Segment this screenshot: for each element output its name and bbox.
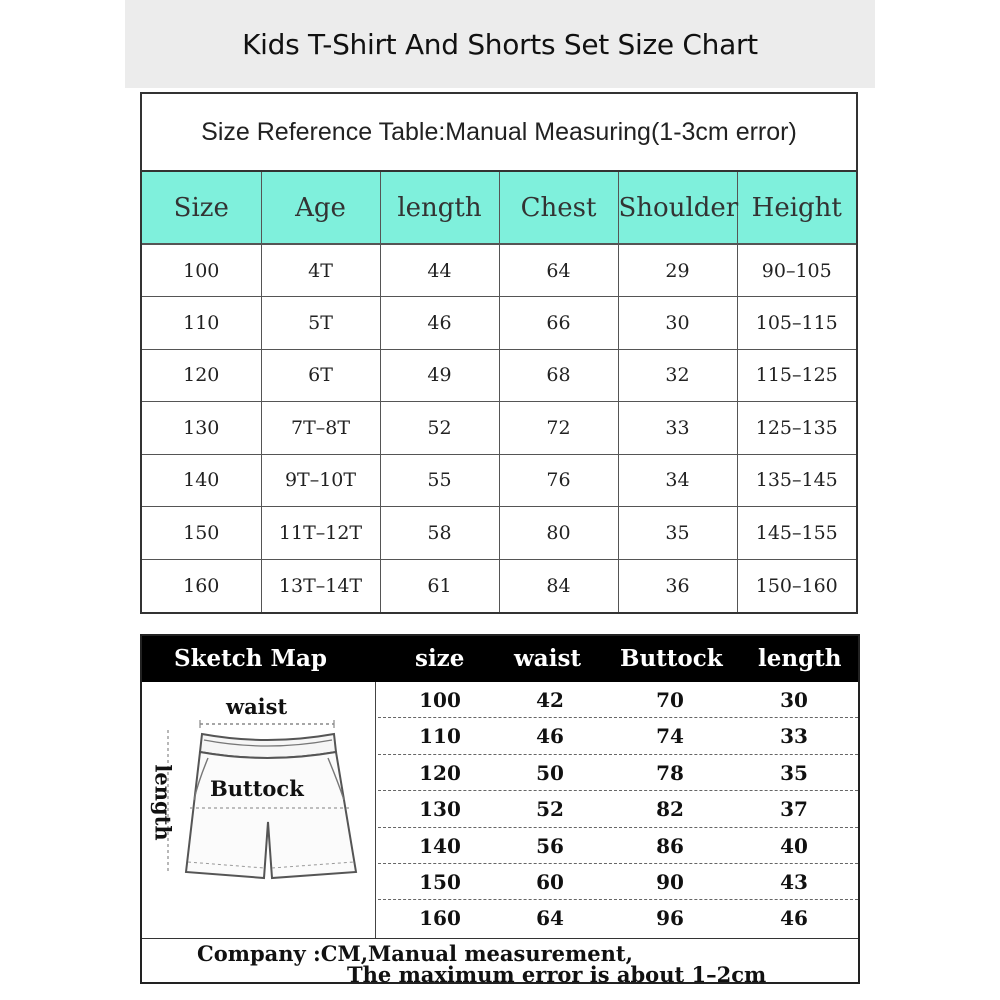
page-title: Kids T-Shirt And Shorts Set Size Chart [242, 27, 758, 61]
cell-length: 44 [380, 244, 499, 297]
cell-size: 100 [419, 688, 461, 712]
cell-buttock: 78 [656, 760, 684, 785]
cell-height: 90–105 [737, 244, 856, 297]
col-header-length: length [380, 172, 499, 244]
cell-chest: 64 [499, 244, 618, 297]
cell-size: 160 [142, 559, 261, 612]
cell-length: 55 [380, 454, 499, 507]
sketch-label-buttock: Buttock [210, 776, 304, 801]
table-row [142, 402, 856, 455]
cell-length: 37 [780, 797, 808, 822]
tshirt-table-caption-row [142, 94, 856, 172]
cell-waist: 42 [536, 688, 564, 712]
cell-age: 4T [261, 244, 380, 297]
cell-length: 61 [380, 559, 499, 612]
cell-waist: 50 [536, 760, 564, 785]
cell-length: 46 [380, 297, 499, 350]
cell-size: 120 [419, 760, 461, 785]
cell-length: 58 [380, 507, 499, 560]
cell-buttock: 90 [656, 869, 684, 894]
col-header-chest: Chest [499, 172, 618, 244]
cell-length: 52 [380, 402, 499, 455]
cell-chest: 80 [499, 507, 618, 560]
table-row [142, 349, 856, 402]
sketch-map [142, 682, 376, 938]
table-row [378, 755, 858, 791]
col-header-age: Age [261, 172, 380, 244]
cell-chest: 76 [499, 454, 618, 507]
tshirt-size-table [140, 92, 858, 614]
col-header-size: size [415, 645, 465, 672]
shorts-rows [378, 682, 858, 937]
cell-age: 5T [261, 297, 380, 350]
col-header-shoulder: Shoulder [618, 172, 737, 244]
cell-height: 125–135 [737, 402, 856, 455]
cell-size: 150 [142, 507, 261, 560]
cell-waist: 56 [536, 833, 564, 858]
cell-buttock: 86 [656, 833, 684, 858]
cell-buttock: 96 [656, 906, 684, 931]
cell-waist: 52 [536, 797, 564, 822]
tshirt-table-caption: Size Reference Table:Manual Measuring(1-3cm error) [201, 117, 797, 146]
cell-height: 135–145 [737, 454, 856, 507]
sketch-label-waist: waist [226, 694, 288, 719]
table-row [142, 507, 856, 560]
cell-waist: 60 [536, 869, 564, 894]
cell-size: 160 [419, 906, 461, 931]
cell-height: 115–125 [737, 349, 856, 402]
cell-shoulder: 30 [618, 297, 737, 350]
cell-chest: 84 [499, 559, 618, 612]
cell-shoulder: 33 [618, 402, 737, 455]
table-row [378, 900, 858, 936]
cell-buttock: 70 [656, 688, 684, 712]
cell-length: 30 [780, 688, 808, 712]
measurement-note-line-2: The maximum error is about 1–2cm [347, 962, 767, 987]
cell-waist: 46 [536, 724, 564, 749]
sketch-label-length: length [150, 764, 176, 841]
table-row [378, 828, 858, 864]
tshirt-header-row [142, 172, 856, 244]
shorts-header-row [142, 636, 858, 682]
measurement-note [142, 938, 858, 987]
col-header-buttock: Buttock [620, 645, 723, 672]
cell-size: 110 [142, 297, 261, 350]
measurement-note-line-1: Company :CM,Manual measurement, [197, 941, 633, 966]
shorts-size-table [140, 634, 860, 987]
tshirt-table [142, 172, 856, 612]
cell-size: 110 [419, 724, 461, 749]
cell-size: 130 [419, 797, 461, 822]
cell-size: 140 [142, 454, 261, 507]
cell-length: 33 [780, 724, 808, 749]
cell-age: 7T–8T [261, 402, 380, 455]
table-row [142, 244, 856, 297]
cell-waist: 64 [536, 906, 564, 931]
cell-shoulder: 34 [618, 454, 737, 507]
col-header-length: length [758, 645, 842, 672]
cell-height: 105–115 [737, 297, 856, 350]
cell-size: 100 [142, 244, 261, 297]
cell-buttock: 74 [656, 724, 684, 749]
col-header-height: Height [737, 172, 856, 244]
cell-height: 150–160 [755, 574, 838, 597]
cell-age: 13T–14T [261, 559, 380, 612]
cell-length: 49 [380, 349, 499, 402]
cell-length: 43 [780, 869, 808, 894]
table-row [378, 791, 858, 827]
title-band [125, 0, 875, 88]
cell-length: 46 [780, 906, 808, 931]
cell-chest: 66 [499, 297, 618, 350]
cell-buttock: 82 [656, 797, 684, 822]
cell-shoulder: 32 [618, 349, 737, 402]
cell-size: 120 [142, 349, 261, 402]
cell-shoulder: 35 [618, 507, 737, 560]
cell-size: 150 [419, 869, 461, 894]
cell-height: 145–155 [737, 507, 856, 560]
cell-shoulder: 36 [618, 559, 737, 612]
table-row [142, 559, 856, 612]
table-row [378, 864, 858, 900]
cell-length: 35 [780, 760, 808, 785]
table-row [378, 682, 858, 718]
cell-age: 9T–10T [261, 454, 380, 507]
cell-size: 130 [142, 402, 261, 455]
table-row [142, 454, 856, 507]
cell-size: 140 [419, 833, 461, 858]
col-header-size: Size [142, 172, 261, 244]
cell-length: 40 [780, 833, 808, 858]
col-header-sketch-map: Sketch Map [174, 645, 327, 672]
shorts-sketch-illustration [142, 682, 376, 938]
table-row [142, 297, 856, 350]
col-header-waist: waist [514, 645, 582, 672]
table-row [378, 718, 858, 754]
cell-age: 11T–12T [261, 507, 380, 560]
cell-chest: 68 [499, 349, 618, 402]
cell-chest: 72 [499, 402, 618, 455]
cell-shoulder: 29 [618, 244, 737, 297]
cell-age: 6T [261, 349, 380, 402]
